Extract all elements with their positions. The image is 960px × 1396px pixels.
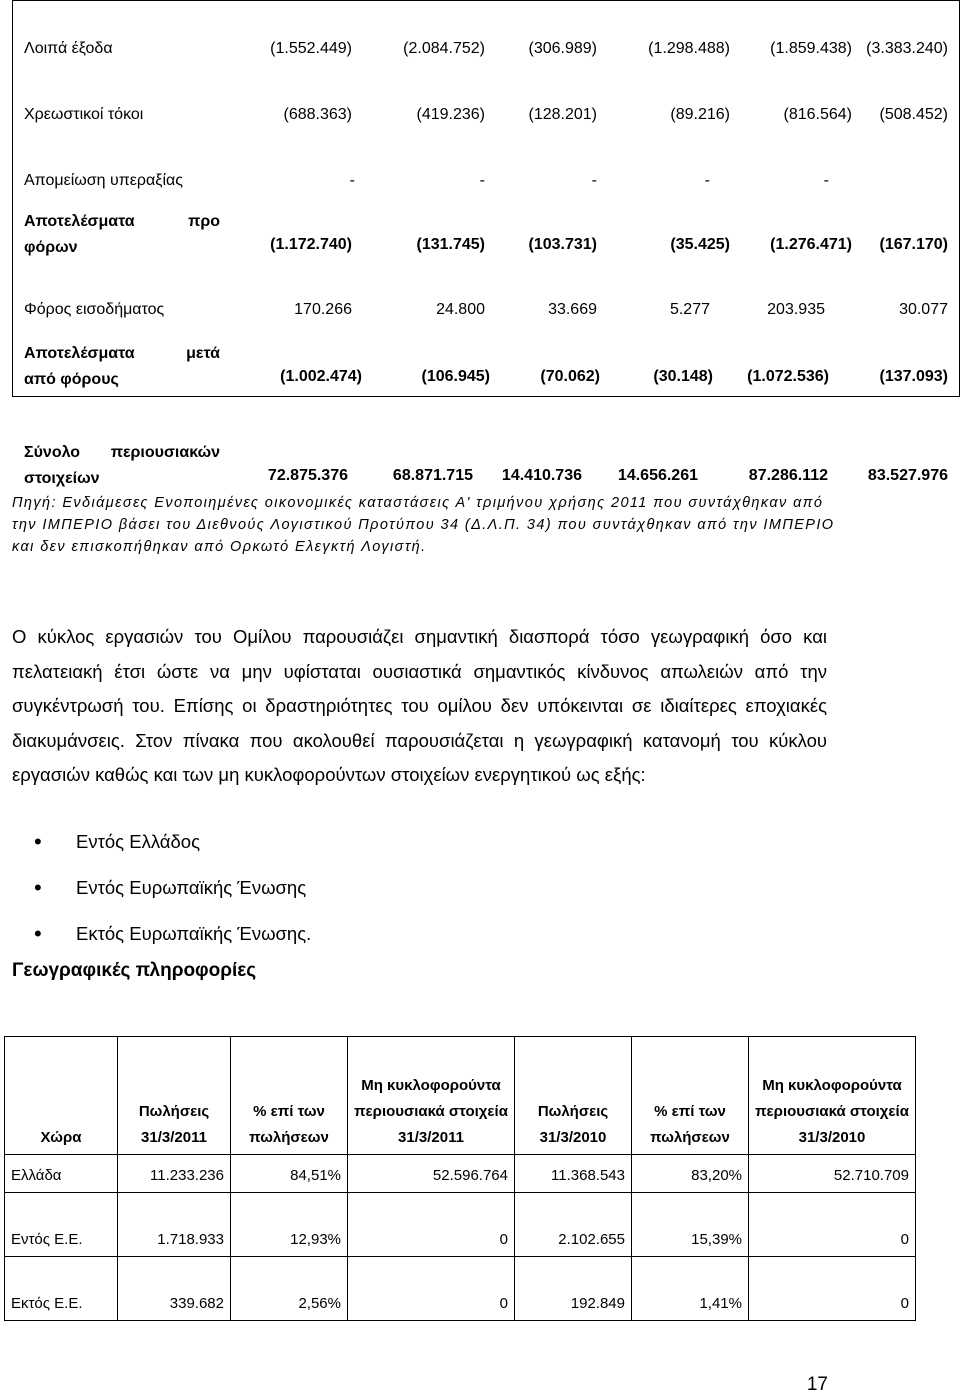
table-cell: 12,93% xyxy=(231,1193,348,1257)
row-label-word: στοιχείων xyxy=(24,470,100,487)
table-cell: 84,51% xyxy=(231,1155,348,1193)
cell-value: (131.745) xyxy=(416,236,485,253)
page-number: 17 xyxy=(806,1374,828,1395)
table-cell: Ελλάδα xyxy=(5,1155,118,1193)
row-label-word: περιουσιακών xyxy=(110,444,220,461)
column-header: % επί των πωλήσεων xyxy=(231,1037,348,1155)
cell-value: (2.084.752) xyxy=(403,40,485,57)
cell-value: 203.935 xyxy=(767,301,825,318)
cell-value: (106.945) xyxy=(421,368,490,385)
row-label xyxy=(24,341,220,393)
row-label-word: προ xyxy=(188,213,220,230)
section-title: Γεωγραφικές πληροφορίες xyxy=(12,960,257,981)
table-cell: 339.682 xyxy=(118,1257,231,1321)
cell-value: (70.062) xyxy=(540,368,600,385)
table-border xyxy=(12,0,13,396)
table-cell: 11.368.543 xyxy=(515,1155,632,1193)
bullet-list xyxy=(12,822,311,960)
table-cell: 0 xyxy=(348,1257,515,1321)
cell-value: - xyxy=(591,172,597,189)
cell-value: (816.564) xyxy=(783,106,852,123)
row-label-word: Αποτελέσματα xyxy=(24,345,135,362)
cell-value: (3.383.240) xyxy=(866,40,948,57)
cell-value: (1.276.471) xyxy=(770,236,852,253)
cell-value: (419.236) xyxy=(416,106,485,123)
table-cell: Εκτός Ε.Ε. xyxy=(5,1257,118,1321)
cell-value: (30.148) xyxy=(653,368,713,385)
cell-value: (1.072.536) xyxy=(747,368,829,385)
table-cell: 0 xyxy=(749,1193,916,1257)
list-item: • Εκτός Ευρωπαϊκής Ένωσης. xyxy=(12,914,311,960)
column-header: % επί των πωλήσεων xyxy=(632,1037,749,1155)
cell-value: 68.871.715 xyxy=(392,467,473,484)
cell-value: - xyxy=(479,172,485,189)
table-cell: 52.596.764 xyxy=(348,1155,515,1193)
cell-value: (1.298.488) xyxy=(648,40,730,57)
column-header: Πωλήσεις 31/3/2010 xyxy=(515,1037,632,1155)
table-cell: 2.102.655 xyxy=(515,1193,632,1257)
row-label-word: φόρων xyxy=(24,239,78,256)
row-label-word: Αποτελέσματα xyxy=(24,213,135,230)
row-label-word: από φόρους xyxy=(24,371,119,388)
table-cell: 52.710.709 xyxy=(749,1155,916,1193)
column-header: Μη κυκλοφορούντα περιουσιακά στοιχεία 31/3/2011 xyxy=(348,1037,515,1155)
column-header: Χώρα xyxy=(5,1037,118,1155)
cell-value: 14.656.261 xyxy=(617,467,698,484)
body-paragraph: Ο κύκλος εργασιών του Ομίλου παρουσιάζει σημαντική διασπορά τόσο γεωγραφική όσο και πελατειακή έτσι ώστε να μην υφίσταται ουσιαστικά σημαντικός κίνδυνος απωλειών από την συγκέντρωσή του. Επίσης οι δραστηριότητες του ομίλου δεν υπόκεινται σε ιδιαίτερες εποχιακές διακυμάνσεις. Στον πίνακα που ακολουθεί παρουσιάζεται η γεωγραφική κατανομή του κύκλου εργασιών καθώς και των μη κυκλοφορούντων στοιχείων ενεργητικού ως εξής: xyxy=(12,626,827,785)
table-cell: Εντός Ε.Ε. xyxy=(5,1193,118,1257)
table-header-row xyxy=(5,1037,916,1155)
cell-value: 5.277 xyxy=(669,301,710,318)
cell-value: 87.286.112 xyxy=(748,467,828,484)
table-cell: 83,20% xyxy=(632,1155,749,1193)
table-row xyxy=(0,341,960,397)
cell-value: 24.800 xyxy=(436,301,485,318)
table-cell: 192.849 xyxy=(515,1257,632,1321)
cell-value: (1.859.438) xyxy=(770,40,852,57)
list-item: • Εντός Ευρωπαϊκής Ένωσης xyxy=(12,868,311,914)
cell-value: (1.552.449) xyxy=(270,40,352,57)
cell-value: (137.093) xyxy=(879,368,948,385)
cell-value: 72.875.376 xyxy=(267,467,348,484)
table-cell: 2,56% xyxy=(231,1257,348,1321)
table-row xyxy=(5,1257,916,1321)
column-header: Πωλήσεις 31/3/2011 xyxy=(118,1037,231,1155)
table-cell: 11.233.236 xyxy=(118,1155,231,1193)
cell-value: (89.216) xyxy=(670,106,730,123)
row-label-word: μετά xyxy=(186,345,220,362)
cell-value: (103.731) xyxy=(528,236,597,253)
row-label: Απομείωση υπεραξίας xyxy=(24,172,183,189)
cell-value: 30.077 xyxy=(899,301,948,318)
cell-value: - xyxy=(704,172,710,189)
geo-table xyxy=(4,1036,916,1321)
table-row xyxy=(5,1155,916,1193)
table-cell: 15,39% xyxy=(632,1193,749,1257)
cell-value: - xyxy=(823,172,829,189)
cell-value: 33.669 xyxy=(548,301,597,318)
cell-value: (1.002.474) xyxy=(280,368,362,385)
cell-value: (306.989) xyxy=(528,40,597,57)
cell-value: 83.527.976 xyxy=(867,467,948,484)
row-label: Χρεωστικοί τόκοι xyxy=(24,106,144,123)
table-cell: 1.718.933 xyxy=(118,1193,231,1257)
table-cell: 1,41% xyxy=(632,1257,749,1321)
table-row xyxy=(5,1193,916,1257)
cell-value: - xyxy=(349,172,355,189)
row-label xyxy=(24,209,220,261)
column-header: Μη κυκλοφορούντα περιουσιακά στοιχεία 31/3/2010 xyxy=(749,1037,916,1155)
cell-value: (128.201) xyxy=(528,106,597,123)
row-label xyxy=(24,440,220,492)
row-label: Λοιπά έξοδα xyxy=(24,40,113,57)
cell-value: 14.410.736 xyxy=(501,467,582,484)
cell-value: (508.452) xyxy=(879,106,948,123)
table-cell: 0 xyxy=(749,1257,916,1321)
cell-value: (688.363) xyxy=(283,106,352,123)
row-label: Φόρος εισοδήματος xyxy=(24,301,165,318)
source-note: Πηγή: Ενδιάμεσες Ενοποιημένες οικονομικές καταστάσεις Α' τριμήνου χρήσης 2011 που συντάχθηκαν από την ΙΜΠΕΡΙΟ βάσει του Διεθνούς Λογιστικού Προτύπου 34 (Δ.Λ.Π. 34) που συντάχθηκαν από την ΙΜΠΕΡΙΟ και δεν επισκοπήθηκαν από Ορκωτό Ελεγκτή Λογιστή. xyxy=(12,495,835,555)
table-row xyxy=(0,209,960,265)
table-row xyxy=(0,440,960,496)
table-border xyxy=(12,0,960,1)
row-label-word: Σύνολο xyxy=(24,444,81,461)
cell-value: (35.425) xyxy=(670,236,730,253)
table-cell: 0 xyxy=(348,1193,515,1257)
cell-value: (167.170) xyxy=(879,236,948,253)
cell-value: (1.172.740) xyxy=(270,236,352,253)
cell-value: 170.266 xyxy=(294,301,352,318)
list-item: • Εντός Ελλάδος xyxy=(12,822,311,868)
